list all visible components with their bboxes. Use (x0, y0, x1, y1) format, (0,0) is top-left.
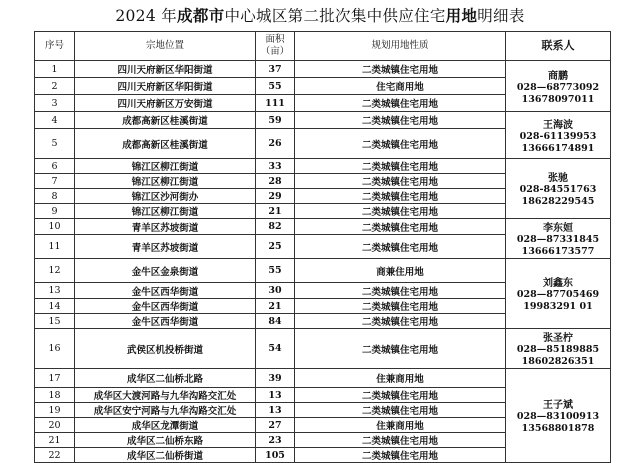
cell-location: 武侯区机投桥街道 (75, 329, 256, 369)
cell-no: 18 (35, 388, 75, 403)
cell-no: 9 (35, 204, 75, 219)
cell-area: 33 (256, 159, 295, 174)
cell-no: 6 (35, 159, 75, 174)
cell-location: 锦江区柳江街道 (75, 174, 256, 189)
title-part-city: 成都市 (177, 6, 225, 25)
contact-cell (506, 112, 611, 159)
cell-location: 四川天府新区万安街道 (75, 95, 256, 112)
cell-use: 二类城镇住宅用地 (295, 189, 506, 204)
contact-cell (506, 329, 611, 369)
cell-no: 11 (35, 235, 75, 259)
cell-no: 10 (35, 219, 75, 235)
cell-no: 4 (35, 112, 75, 129)
cell-area: 55 (256, 259, 295, 283)
contact-cell (506, 159, 611, 219)
cell-use: 二类城镇住宅用地 (295, 388, 506, 403)
title-part-year: 2024 年 (115, 7, 178, 25)
contact-mobile: 13678097011 (521, 93, 595, 105)
contact-phone: 028-84551763 (519, 184, 597, 195)
land-detail-table (34, 31, 611, 463)
cell-location: 金牛区金泉街道 (75, 259, 256, 283)
cell-location: 成华区二仙桥街道 (75, 448, 256, 463)
cell-no: 19 (35, 403, 75, 418)
cell-area: 13 (256, 388, 295, 403)
cell-no: 16 (35, 329, 75, 369)
cell-use: 二类城镇住宅用地 (295, 433, 506, 448)
contact-name: 张圣柠 (543, 333, 573, 344)
contact-name: 刘鑫东 (543, 278, 573, 289)
cell-use: 二类城镇住宅用地 (295, 314, 506, 329)
cell-use: 二类城镇住宅用地 (295, 174, 506, 189)
cell-use: 住宅商用地 (295, 78, 506, 95)
cell-area: 59 (256, 112, 295, 129)
cell-area: 54 (256, 329, 295, 369)
title-part-main: 中心城区第二批次集中供应住宅 (224, 7, 446, 25)
contact-mobile: 19983291 01 (523, 301, 593, 312)
cell-area: 29 (256, 189, 295, 204)
cell-use: 二类城镇住宅用地 (295, 219, 506, 235)
contact-mobile: 13666174891 (521, 142, 595, 154)
cell-location: 锦江区沙河街办 (75, 189, 256, 204)
cell-area: 21 (256, 299, 295, 314)
table-row (35, 112, 611, 129)
cell-location: 成华区大渡河路与九华沟路交汇处 (75, 388, 256, 403)
contact-name: 王海波 (543, 119, 573, 131)
header-no: 序号 (35, 32, 75, 61)
title-part-land: 用地 (445, 6, 478, 25)
cell-location: 四川天府新区华阳街道 (75, 78, 256, 95)
page-title (0, 4, 640, 28)
contact-cell (506, 369, 611, 463)
cell-use: 二类城镇住宅用地 (295, 235, 506, 259)
cell-area: 23 (256, 433, 295, 448)
cell-area: 13 (256, 403, 295, 418)
cell-use: 二类城镇住宅用地 (295, 61, 506, 78)
cell-area: 111 (256, 95, 295, 112)
cell-no: 14 (35, 299, 75, 314)
cell-use: 二类城镇住宅用地 (295, 204, 506, 219)
header-area-unit: （亩） (260, 46, 290, 57)
header-contact: 联系人 (506, 32, 611, 61)
contact-name: 商鹏 (548, 70, 568, 82)
contact-mobile: 13666173577 (521, 246, 595, 257)
cell-location: 金牛区西华街道 (75, 314, 256, 329)
cell-use: 二类城镇住宅用地 (295, 283, 506, 299)
cell-no: 2 (35, 78, 75, 95)
table-header-row (35, 32, 611, 61)
cell-no: 20 (35, 418, 75, 433)
cell-location: 金牛区西华街道 (75, 299, 256, 314)
cell-area: 28 (256, 174, 295, 189)
header-use: 规划用地性质 (295, 32, 506, 61)
table-row (35, 329, 611, 369)
cell-use: 二类城镇住宅用地 (295, 299, 506, 314)
cell-no: 7 (35, 174, 75, 189)
contact-cell (506, 219, 611, 259)
cell-location: 锦江区柳江街道 (75, 204, 256, 219)
cell-no: 22 (35, 448, 75, 463)
cell-area: 21 (256, 204, 295, 219)
cell-area: 26 (256, 129, 295, 159)
table-row (35, 159, 611, 174)
cell-area: 39 (256, 369, 295, 388)
cell-no: 5 (35, 129, 75, 159)
cell-use: 住兼商用地 (295, 418, 506, 433)
contact-mobile: 18602826351 (521, 356, 595, 367)
cell-location: 金牛区西华街道 (75, 283, 256, 299)
contact-name: 王子斌 (543, 400, 573, 411)
table-row (35, 369, 611, 388)
cell-area: 25 (256, 235, 295, 259)
contact-phone: 028—83100913 (516, 411, 600, 422)
title-part-detail: 明细表 (477, 7, 525, 25)
cell-area: 105 (256, 448, 295, 463)
contact-phone: 028-61139953 (519, 130, 597, 142)
cell-area: 30 (256, 283, 295, 299)
cell-use: 住兼商用地 (295, 369, 506, 388)
contact-mobile: 13568801878 (521, 423, 595, 434)
contact-phone: 028—68773092 (516, 81, 600, 93)
contact-name: 张驰 (548, 173, 568, 184)
table-row (35, 219, 611, 235)
cell-location: 成都高新区桂溪街道 (75, 112, 256, 129)
cell-location: 成华区二仙桥东路 (75, 433, 256, 448)
cell-location: 青羊区苏坡街道 (75, 219, 256, 235)
cell-location: 成华区龙潭街道 (75, 418, 256, 433)
cell-location: 成华区二仙桥北路 (75, 369, 256, 388)
cell-use: 商兼住用地 (295, 259, 506, 283)
contact-cell (506, 259, 611, 329)
cell-no: 15 (35, 314, 75, 329)
contact-phone: 028—85189885 (516, 344, 600, 355)
header-area (256, 32, 295, 61)
cell-area: 84 (256, 314, 295, 329)
cell-no: 12 (35, 259, 75, 283)
contact-name: 李东姮 (543, 223, 573, 234)
cell-use: 二类城镇住宅用地 (295, 95, 506, 112)
cell-location: 锦江区柳江街道 (75, 159, 256, 174)
cell-use: 二类城镇住宅用地 (295, 448, 506, 463)
table-row (35, 61, 611, 78)
cell-area: 82 (256, 219, 295, 235)
contact-mobile: 18628229545 (521, 196, 595, 207)
cell-location: 成都高新区桂溪街道 (75, 129, 256, 159)
cell-use: 二类城镇住宅用地 (295, 403, 506, 418)
cell-area: 27 (256, 418, 295, 433)
cell-no: 3 (35, 95, 75, 112)
cell-area: 55 (256, 78, 295, 95)
contact-phone: 028—87331845 (516, 234, 600, 245)
cell-no: 8 (35, 189, 75, 204)
cell-use: 二类城镇住宅用地 (295, 129, 506, 159)
cell-no: 17 (35, 369, 75, 388)
header-area-label: 面积 (265, 34, 285, 45)
cell-use: 二类城镇住宅用地 (295, 112, 506, 129)
cell-use: 二类城镇住宅用地 (295, 329, 506, 369)
table-row (35, 259, 611, 283)
cell-location: 青羊区苏坡街道 (75, 235, 256, 259)
contact-cell (506, 61, 611, 112)
cell-no: 13 (35, 283, 75, 299)
cell-area: 37 (256, 61, 295, 78)
cell-no: 1 (35, 61, 75, 78)
cell-location: 成华区安宁河路与九华沟路交汇处 (75, 403, 256, 418)
cell-no: 21 (35, 433, 75, 448)
header-location: 宗地位置 (75, 32, 256, 61)
contact-phone: 028—87705469 (516, 289, 600, 300)
cell-location: 四川天府新区华阳街道 (75, 61, 256, 78)
cell-use: 二类城镇住宅用地 (295, 159, 506, 174)
